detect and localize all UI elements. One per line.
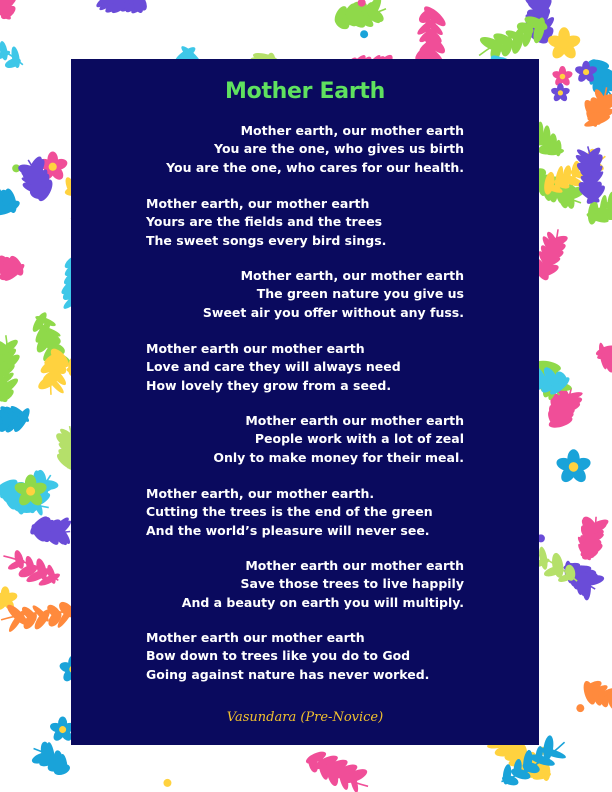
berry-icon: [163, 779, 171, 787]
poem-line: Yours are the fields and the trees: [146, 214, 383, 230]
poem-line: Mother earth, our mother earth.: [146, 486, 375, 501]
poem-line: Mother earth, our mother earth: [146, 196, 370, 211]
poem-line: Mother earth our mother earth: [146, 341, 365, 356]
stanza-1: [166, 122, 464, 177]
poem-line: The sweet songs every bird sings.: [146, 232, 387, 248]
leaf-sprig-icon: [0, 0, 21, 22]
poem-line: You are the one, who gives us birth: [214, 141, 464, 157]
poem-line: You are the one, who cares for our health.: [166, 159, 464, 175]
poem-line: Cutting the trees is the end of the green: [146, 504, 433, 520]
poem-line: Mother earth our mother earth: [146, 630, 365, 645]
poem-line: The green nature you give us: [256, 286, 464, 302]
leaf-sprig-icon: [0, 244, 30, 287]
flower-icon: [551, 66, 573, 87]
poem-line: Mother earth our mother earth: [245, 558, 464, 573]
leaf-sprig-icon: [298, 741, 375, 792]
leaf-sprig-icon: [0, 20, 30, 77]
poem-line: Sweet air you offer without any fuss.: [202, 304, 464, 320]
poem-author: Vasundara (Pre-Novice): [226, 710, 384, 725]
leaf-sprig-icon: [26, 512, 74, 548]
stanza-5: [213, 412, 464, 467]
flower-icon: [550, 83, 571, 103]
poem-title: Mother Earth: [225, 79, 385, 104]
poem-line: Mother earth our mother earth: [245, 413, 464, 428]
flower-icon: [555, 449, 593, 485]
leaf-sprig-icon: [573, 81, 612, 137]
poem-line: People work with a lot of zeal: [254, 431, 464, 447]
stanza-7: [182, 557, 464, 612]
poem-line: Bow down to trees like you do to God: [146, 648, 411, 664]
poem-line: Mother earth, our mother earth: [240, 268, 464, 283]
poem-panel: [71, 59, 539, 745]
poem-line: Save those trees to live happily: [240, 576, 464, 592]
poem-line: Only to make money for their meal.: [213, 449, 464, 465]
berry-icon: [360, 30, 368, 38]
poem-line: Going against nature has never worked.: [146, 666, 430, 682]
poem-line: And the world’s pleasure will never see.: [146, 522, 430, 538]
poem-line: And a beauty on earth you will multiply.: [181, 594, 464, 610]
berry-icon: [576, 704, 584, 712]
poem-line: How lovely they grow from a seed.: [146, 377, 392, 393]
stanza-8: [146, 629, 429, 684]
stanza-4: [146, 340, 401, 395]
leaf-sprig-icon: [0, 335, 23, 405]
leaf-sprig-icon: [92, 0, 154, 24]
stanza-2: [146, 195, 386, 250]
poem-line: Mother earth, our mother earth: [240, 123, 464, 138]
leaf-sprig-icon: [570, 511, 612, 566]
poem-line: Love and care they will always need: [146, 359, 401, 375]
stanza-3: [203, 267, 464, 322]
stanza-6: [146, 485, 433, 540]
leaf-sprig-icon: [0, 399, 36, 439]
leaf-sprig-icon: [587, 334, 612, 386]
leaf-sprig-icon: [0, 542, 66, 595]
